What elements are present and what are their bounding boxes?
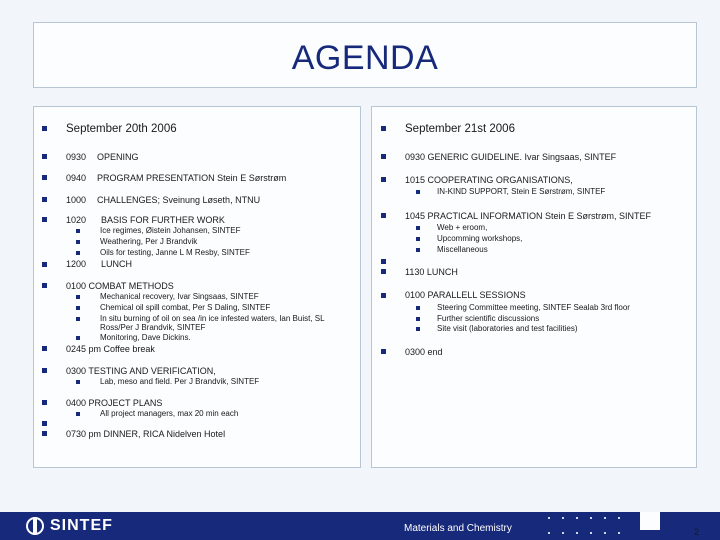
bullet-icon <box>42 126 47 131</box>
agenda-item: 0400 PROJECT PLANS <box>66 398 163 408</box>
bullet-icon <box>381 349 386 354</box>
sub-bullet-icon <box>76 317 80 321</box>
agenda-item: 0100 COMBAT METHODS <box>66 281 174 291</box>
bullet-icon <box>42 217 47 222</box>
sub-bullet-icon <box>76 380 80 384</box>
agenda-item: 1130 LUNCH <box>405 267 458 277</box>
sub-bullet-icon <box>76 295 80 299</box>
bullet-icon <box>42 431 47 436</box>
bullet-icon <box>42 154 47 159</box>
agenda-item: 0100 PARALLELL SESSIONS <box>405 290 526 300</box>
bullet-icon <box>381 269 386 274</box>
bullet-icon <box>381 259 386 264</box>
sub-bullet-icon <box>416 226 420 230</box>
agenda-item: LUNCH <box>101 259 133 269</box>
agenda-item: PROGRAM PRESENTATION Stein E Sørstrøm <box>97 173 287 183</box>
agenda-subitem: Weathering, Per J Brandvik <box>100 237 198 246</box>
bullet-icon <box>42 346 47 351</box>
bullet-icon <box>42 175 47 180</box>
agenda-time: 1200 <box>66 259 87 269</box>
agenda-item: 0300 end <box>405 347 443 357</box>
sub-bullet-icon <box>416 317 420 321</box>
agenda-time: 0940 <box>66 173 87 183</box>
sub-bullet-icon <box>76 240 80 244</box>
footer-logo-text: SINTEF <box>50 517 113 534</box>
sub-bullet-icon <box>76 229 80 233</box>
bullet-icon <box>381 213 386 218</box>
sub-bullet-icon <box>416 237 420 241</box>
bullet-icon <box>42 421 47 426</box>
agenda-time: 1000 <box>66 195 87 205</box>
left-day-heading: September 20th 2006 <box>66 123 177 135</box>
agenda-subitem: Lab, meso and field. Per J Brandvik, SINTEF <box>100 377 260 386</box>
agenda-item: 0300 TESTING AND VERIFICATION, <box>66 366 216 376</box>
agenda-subitem: Web + eroom, <box>437 223 488 232</box>
sub-bullet-icon <box>416 327 420 331</box>
bullet-icon <box>381 154 386 159</box>
right-day-heading: September 21st 2006 <box>405 123 515 135</box>
agenda-time: 1020 <box>66 215 87 225</box>
bullet-icon <box>42 283 47 288</box>
sintef-logo-icon <box>26 517 44 535</box>
bullet-icon <box>381 126 386 131</box>
sub-bullet-icon <box>76 336 80 340</box>
agenda-subitem: Further scientific discussions <box>437 314 540 323</box>
agenda-subitem: Oils for testing, Janne L M Resby, SINTEF <box>100 248 250 257</box>
bullet-icon <box>381 177 386 182</box>
dot-pattern <box>545 513 625 539</box>
agenda-subitem: Mechanical recovery, Ivar Singsaas, SINTEF <box>100 292 259 301</box>
bullet-icon <box>42 262 47 267</box>
agenda-subitem: Site visit (laboratories and test facilities) <box>437 324 578 333</box>
agenda-subitem: In situ burning of oil on sea /in ice infested waters, Ian Buist, SL <box>100 314 325 323</box>
sub-bullet-icon <box>416 248 420 252</box>
footer-corner-block <box>640 512 660 530</box>
page-number: 2 <box>694 527 700 537</box>
footer-label: Materials and Chemistry <box>404 523 512 534</box>
bullet-icon <box>42 400 47 405</box>
agenda-item: 0245 pm Coffee break <box>66 344 155 354</box>
agenda-item: 0730 pm DINNER, RICA Nidelven Hotel <box>66 429 226 439</box>
agenda-subitem: Miscellaneous <box>437 245 488 254</box>
page-title: AGENDA <box>291 39 439 77</box>
agenda-subitem: Upcomming workshops, <box>437 234 523 243</box>
agenda-item: 1015 COOPERATING ORGANISATIONS, <box>405 175 573 185</box>
agenda-subitem: Chemical oil spill combat, Per S Daling, SINTEF <box>100 303 271 312</box>
agenda-subitem: Ice regimes, Øistein Johansen, SINTEF <box>100 226 241 235</box>
bullet-icon <box>42 197 47 202</box>
agenda-subitem: Ross/Per J Brandvik, SINTEF <box>100 323 206 332</box>
agenda-item: BASIS FOR FURTHER WORK <box>101 215 225 225</box>
title-box <box>33 22 697 88</box>
agenda-subitem: Monitoring, Dave Dickins. <box>100 333 191 342</box>
agenda-item: 1045 PRACTICAL INFORMATION Stein E Sørstrøm, SINTEF <box>405 211 652 221</box>
agenda-subitem: All project managers, max 20 min each <box>100 409 239 418</box>
bullet-icon <box>42 368 47 373</box>
sub-bullet-icon <box>416 306 420 310</box>
agenda-subitem: IN-KIND SUPPORT, Stein E Sørstrøm, SINTEF <box>437 187 606 196</box>
sub-bullet-icon <box>76 412 80 416</box>
sub-bullet-icon <box>76 251 80 255</box>
agenda-time: 0930 <box>66 152 87 162</box>
bullet-icon <box>381 293 386 298</box>
agenda-item: CHALLENGES; Sveinung Løseth, NTNU <box>97 195 261 205</box>
agenda-item: 0930 GENERIC GUIDELINE. Ivar Singsaas, SINTEF <box>405 152 617 162</box>
sub-bullet-icon <box>76 306 80 310</box>
agenda-subitem: Steering Committee meeting, SINTEF Sealab 3rd floor <box>437 303 630 312</box>
agenda-item: OPENING <box>97 152 139 162</box>
sub-bullet-icon <box>416 190 420 194</box>
